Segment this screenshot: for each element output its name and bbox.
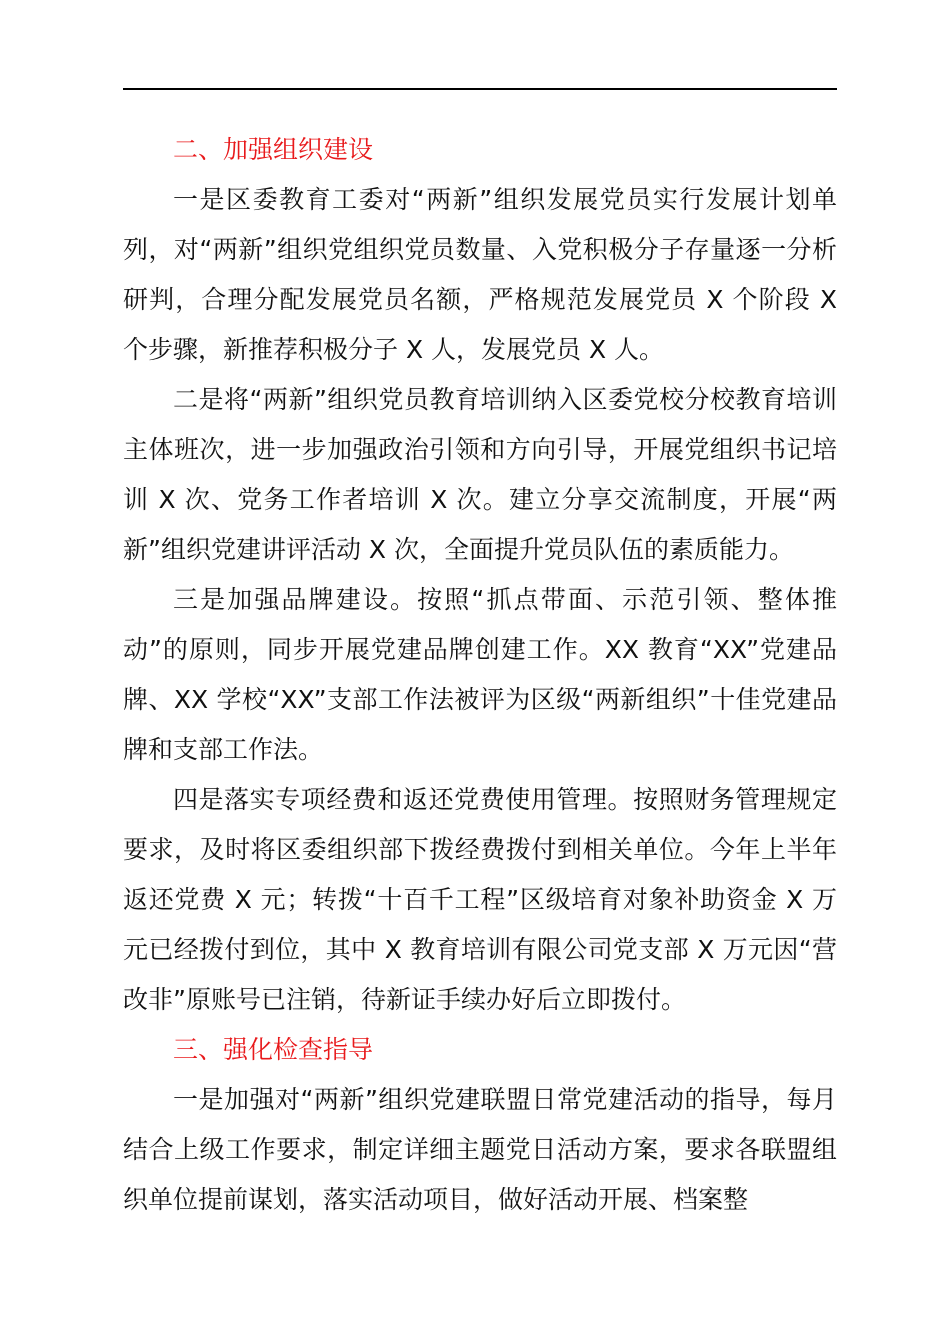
paragraph-3: 三是加强品牌建设。按照“抓点带面、示范引领、整体推动”的原则，同步开展党建品牌创建工作。XX 教育“XX”党建品牌、XX 学校“XX”支部工作法被评为区级“两新组织”十佳党建品牌和支部工作法。 — [123, 585, 837, 764]
header-rule — [123, 88, 837, 90]
section-heading-inspection: 三、强化检查指导 — [173, 1035, 374, 1064]
paragraph-2: 二是将“两新”组织党员教育培训纳入区委党校分校教育培训主体班次，进一步加强政治引领和方向引导，开展党组织书记培训 X 次、党务工作者培训 X 次。建立分享交流制度，开展“两新”组织党建讲评活动 X 次，全面提升党员队伍的素质能力。 — [123, 385, 837, 564]
paragraph-4: 四是落实专项经费和返还党费使用管理。按照财务管理规定要求，及时将区委组织部下拨经费拨付到相关单位。今年上半年返还党费 X 元；转拨“十百千工程”区级培育对象补助资金 X 万元已经拨付到位，其中 X 教育培训有限公司党支部 X 万元因“营改非”原账号已注销，待新证手续办好后立即拨付。 — [123, 785, 837, 1014]
section-heading-organization: 二、加强组织建设 — [173, 135, 374, 164]
paragraph-1: 一是区委教育工委对“两新”组织发展党员实行发展计划单列，对“两新”组织党组织党员数量、入党积极分子存量逐一分析研判，合理分配发展党员名额，严格规范发展党员 X 个阶段 X 个步骤，新推荐积极分子 X 人，发展党员 X 人。 — [123, 185, 837, 364]
document-body — [123, 125, 837, 1225]
paragraph-5: 一是加强对“两新”组织党建联盟日常党建活动的指导，每月结合上级工作要求，制定详细主题党日活动方案，要求各联盟组织单位提前谋划，落实活动项目，做好活动开展、档案整 — [123, 1085, 837, 1214]
